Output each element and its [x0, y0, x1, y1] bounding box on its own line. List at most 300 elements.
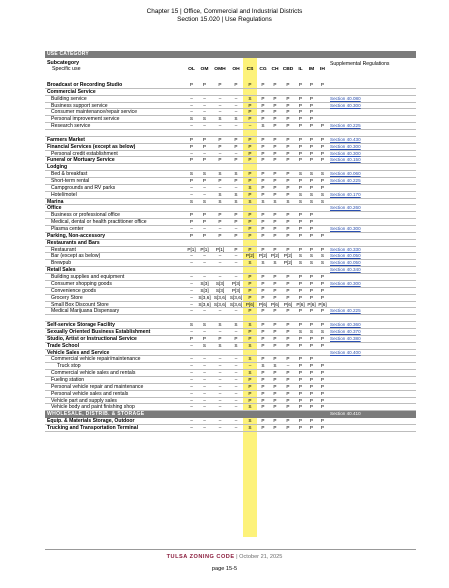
cell-oh: –	[234, 424, 238, 430]
cell-ch: P	[273, 342, 277, 348]
cell-om: –	[203, 123, 206, 129]
cell-om: P	[202, 232, 207, 238]
cell-il: P	[298, 212, 303, 218]
supplemental-regulation-link	[328, 274, 382, 280]
row-label: Commercial vehicle sales and rentals	[51, 370, 136, 377]
cell-cs: S	[248, 322, 252, 328]
table-row	[45, 123, 416, 130]
page-number: page 15-5	[211, 566, 238, 572]
cell-ol	[185, 89, 198, 95]
cell-om	[198, 411, 211, 418]
cell-ih: P	[320, 383, 325, 389]
supplemental-regulation-link[interactable]: Section 40.225	[330, 178, 361, 184]
cell-omh	[211, 240, 229, 246]
cell-om	[198, 240, 211, 246]
cell-ch	[269, 130, 281, 136]
cell-oh: –	[234, 109, 238, 115]
cell-cs: P	[248, 328, 252, 334]
cell-cg: P	[261, 287, 265, 293]
cell-omh: –	[218, 184, 222, 190]
cell-ih: P	[320, 308, 325, 314]
row-label: Grocery Store	[51, 294, 83, 301]
cell-cs: P	[248, 335, 252, 341]
cell-cs: –	[248, 363, 252, 369]
cell-ch: P	[273, 294, 277, 300]
district-column-headers	[185, 58, 328, 82]
supplemental-regulation-link	[328, 418, 382, 424]
cell-omh: –	[218, 260, 222, 266]
cell-ih: P	[320, 294, 325, 300]
table-row	[45, 103, 416, 110]
table-row	[45, 274, 416, 281]
cell-cs: P	[248, 82, 252, 87]
row-label: Commercial vehicle repair/maintenance	[51, 356, 141, 363]
cell-cbd: P	[286, 184, 290, 190]
cell-ch: P	[273, 376, 277, 382]
cell-om: S	[202, 198, 207, 204]
cell-ch: P	[273, 116, 277, 122]
cell-ol: P	[189, 157, 194, 163]
cell-ol: P	[189, 136, 194, 142]
cell-ih: P	[320, 232, 325, 238]
cell-il: P	[298, 397, 303, 403]
cell-ol: –	[190, 397, 193, 403]
cell-omh	[211, 205, 229, 211]
row-label: Restaurant	[51, 246, 76, 253]
cell-oh: P	[234, 335, 238, 341]
cell-omh: S[3]	[215, 280, 225, 286]
cell-oh: –	[234, 95, 238, 101]
cell-il: P	[298, 123, 303, 129]
cell-oh: S[3,6]	[229, 294, 243, 300]
cell-cs	[243, 315, 257, 321]
cell-omh: –	[218, 376, 222, 382]
cell-ch: P	[273, 418, 277, 424]
row-label: Short-term rental	[51, 178, 90, 185]
cell-cg: P	[261, 95, 265, 101]
cell-oh	[229, 164, 243, 170]
cell-il: P	[298, 287, 303, 293]
column-header-oh: OH	[232, 67, 240, 72]
table-row	[45, 322, 416, 329]
cell-ih: P	[320, 246, 325, 252]
cell-oh: –	[234, 376, 238, 382]
cell-il	[295, 350, 306, 356]
cell-im: P	[309, 184, 314, 190]
cell-omh: S	[218, 342, 222, 348]
cell-cbd	[281, 315, 295, 321]
cell-ch: P	[273, 178, 277, 184]
cell-cg: P	[261, 370, 265, 376]
cell-om: –	[203, 424, 206, 430]
cell-om: S	[202, 322, 207, 328]
cell-om: –	[203, 376, 206, 382]
supplemental-regulation-link	[328, 82, 382, 88]
cell-cg	[257, 315, 269, 321]
cell-ol: –	[190, 123, 193, 129]
cell-cs: P[2]	[245, 253, 255, 259]
cell-ih	[317, 103, 328, 109]
use-category-header: USE CATEGORY	[45, 51, 416, 58]
cell-ol: –	[190, 95, 193, 101]
cell-ih: P	[320, 370, 325, 376]
table-row	[45, 178, 416, 185]
cell-omh	[211, 315, 229, 321]
cell-omh: S	[218, 198, 222, 204]
cell-om: –	[203, 95, 206, 101]
cell-om: P[1]	[200, 246, 209, 252]
cell-cbd: P	[286, 171, 290, 177]
cell-ch: P	[273, 219, 277, 225]
cell-omh: P[1]	[215, 246, 225, 252]
row-label: Hotel/motel	[51, 191, 77, 198]
supplemental-regulation-link[interactable]: Section 40.260	[330, 205, 361, 211]
cell-om: P	[202, 178, 207, 184]
cell-omh: S[3,6]	[213, 301, 227, 307]
cell-om	[198, 205, 211, 211]
cell-cg	[257, 89, 269, 95]
supplemental-regulation-link[interactable]: Section 40.300	[330, 226, 361, 232]
cell-omh: P	[218, 178, 222, 184]
table-row	[45, 370, 416, 377]
cell-cg: P	[261, 383, 265, 389]
cell-cs: P	[248, 246, 252, 252]
supplemental-regulation-link[interactable]: Section 40.170	[330, 191, 361, 197]
cell-cbd: P	[286, 383, 290, 389]
supplemental-regulation-link	[328, 370, 382, 376]
cell-om: –	[203, 356, 206, 362]
row-label: Equip. & Materials Storage, Outdoor	[47, 418, 135, 425]
cell-omh: –	[218, 404, 222, 410]
table-row	[45, 199, 416, 206]
supplemental-regulation-link	[328, 302, 382, 308]
cell-ih: P	[320, 376, 325, 382]
table-row	[45, 82, 416, 89]
cell-ch: P	[273, 424, 277, 430]
supplemental-regulation-link[interactable]: Section 40.300	[330, 143, 361, 149]
cell-oh	[229, 411, 243, 418]
cell-cbd	[281, 240, 295, 246]
column-header-il: IL	[298, 67, 303, 72]
supplemental-regulation-link	[328, 89, 382, 95]
supplemental-regulation-link[interactable]: Section 40.410	[330, 411, 361, 417]
cell-om: –	[203, 418, 206, 424]
cell-omh: –	[218, 150, 222, 156]
cell-oh: –	[234, 102, 238, 108]
cell-ch	[269, 164, 281, 170]
cell-cs: S	[248, 418, 252, 424]
cell-om: P	[202, 136, 207, 142]
row-label: Lodging	[47, 164, 68, 171]
cell-ch: S	[273, 363, 277, 369]
cell-om: –	[203, 274, 206, 280]
cell-ih: S	[320, 171, 325, 177]
cell-ch: P	[273, 397, 277, 403]
cell-ih: P	[320, 82, 325, 87]
table-row	[45, 425, 416, 432]
cell-oh: P	[234, 143, 238, 149]
table-row	[45, 384, 416, 391]
cell-im: P	[309, 376, 314, 382]
cell-cbd: P	[286, 287, 290, 293]
cell-cbd: P	[286, 356, 290, 362]
cell-ih	[317, 205, 328, 211]
row-label: Personal improvement service	[51, 116, 120, 123]
supplemental-regulation-link[interactable]: Section 40.300	[330, 280, 361, 286]
column-header-ih: IH	[320, 67, 325, 72]
subcategory-header	[45, 58, 185, 82]
cell-cs	[243, 240, 257, 246]
table-row	[45, 130, 416, 137]
supplemental-regulation-link[interactable]: Section 40.225	[330, 308, 361, 314]
cell-om: S	[202, 342, 207, 348]
cell-omh: –	[218, 356, 222, 362]
supplemental-regulation-link[interactable]: Section 40.060	[330, 171, 361, 177]
cell-omh: S[3,6]	[213, 294, 227, 300]
cell-cs: S	[248, 95, 252, 101]
supplemental-regulation-link[interactable]: Section 40.300	[330, 102, 361, 108]
supplemental-regulation-link	[328, 356, 382, 362]
cell-cbd: P	[286, 246, 290, 252]
supplemental-regulation-link[interactable]: Section 40.370	[330, 328, 361, 334]
row-label: Medical Marijuana Dispensary	[51, 308, 120, 315]
cell-ol: S	[189, 171, 194, 177]
cell-ol: –	[190, 150, 193, 156]
row-label: Commercial Service	[47, 88, 96, 95]
cell-cbd	[281, 350, 295, 356]
cell-om: P	[202, 157, 207, 163]
table-row	[45, 219, 416, 226]
cell-cbd: P	[286, 178, 290, 184]
cell-om: –	[203, 109, 206, 115]
cell-oh: –	[234, 123, 238, 129]
cell-ol: P	[189, 335, 194, 341]
table-row	[45, 377, 416, 384]
cell-ch: P	[273, 171, 277, 177]
cell-im: P	[309, 363, 314, 369]
row-label: Truck stop	[57, 363, 81, 370]
cell-ih: P	[320, 143, 325, 149]
cell-cg: P	[261, 116, 265, 122]
cell-il: P	[298, 418, 303, 424]
cell-ol: –	[190, 301, 193, 307]
row-label: Trucking and Transportation Terminal	[47, 424, 139, 431]
cell-cg: P	[261, 246, 265, 252]
cell-cg: P	[261, 232, 265, 238]
cell-oh: –	[234, 308, 238, 314]
cell-ch	[269, 205, 281, 211]
cell-omh: –	[218, 328, 222, 334]
cell-ol: –	[190, 109, 193, 115]
cell-ch: P[2]	[270, 253, 280, 259]
cell-cs: P	[248, 390, 252, 396]
cell-cbd: P	[286, 418, 290, 424]
cell-im: P	[309, 356, 314, 362]
cell-omh: –	[218, 363, 222, 369]
cell-il: S	[298, 191, 303, 197]
cell-ih	[317, 350, 328, 356]
cell-oh	[229, 89, 243, 95]
cell-il: P	[298, 322, 303, 328]
supplemental-regulation-link	[328, 164, 382, 170]
footer-brand: TULSA ZONING CODE	[166, 554, 235, 560]
cell-im: P	[309, 109, 314, 115]
use-regulations-table	[45, 51, 416, 432]
table-row	[45, 308, 416, 315]
row-label: Sexually Oriented Business Establishment	[47, 328, 151, 335]
cell-il: P[6]	[296, 301, 305, 307]
cell-il: P	[298, 95, 303, 101]
cell-im: P	[309, 280, 314, 286]
row-label: Small Box Discount Store	[51, 301, 109, 308]
supplemental-regulation-link[interactable]: Section 40.340	[330, 267, 361, 273]
cell-cg	[257, 411, 269, 418]
cell-om: –	[203, 404, 206, 410]
cell-im: S	[309, 198, 314, 204]
cell-ol: P	[189, 219, 194, 225]
cell-omh: P	[218, 157, 222, 163]
cell-ih: P	[320, 342, 325, 348]
cell-cbd: P	[286, 308, 290, 314]
cell-omh: P	[218, 143, 222, 149]
cell-cs: P	[248, 102, 252, 108]
cell-ol: –	[190, 274, 193, 280]
cell-il: P	[298, 143, 303, 149]
supplemental-regulation-link[interactable]: Section 40.330	[330, 246, 361, 252]
cell-cg: P	[261, 82, 265, 87]
cell-cg	[257, 267, 269, 273]
cell-im	[306, 315, 317, 321]
specific-use-label: Specific use	[52, 66, 81, 72]
cell-om: –	[203, 150, 206, 156]
table-row	[45, 226, 416, 233]
cell-il: P	[298, 219, 303, 225]
cell-ol: –	[190, 294, 193, 300]
cell-om: –	[203, 397, 206, 403]
supplemental-regulation-link	[328, 199, 382, 205]
supplemental-regulation-link	[328, 391, 382, 397]
cell-omh: P	[218, 212, 222, 218]
supplemental-regulation-link	[328, 384, 382, 390]
cell-omh: –	[218, 109, 222, 115]
cell-cs: P	[248, 212, 252, 218]
column-header-ol: OL	[188, 67, 195, 72]
cell-ih	[317, 315, 328, 321]
cell-cg: S	[261, 198, 265, 204]
table-row	[45, 356, 416, 363]
cell-ol	[185, 267, 198, 273]
cell-cg: P	[261, 212, 265, 218]
cell-ol: –	[190, 424, 193, 430]
supplemental-regulation-link	[328, 109, 382, 115]
table-row	[45, 164, 416, 171]
cell-cbd: P	[286, 143, 290, 149]
table-row	[45, 151, 416, 158]
cell-cs: S	[248, 260, 252, 266]
cell-cs	[243, 350, 257, 356]
cell-cbd: P	[286, 82, 290, 87]
table-row	[45, 391, 416, 398]
cell-oh: P	[234, 212, 238, 218]
cell-ol: –	[190, 356, 193, 362]
supplemental-regulation-link[interactable]: Section 40.360	[330, 322, 361, 328]
cell-cg: P	[261, 322, 265, 328]
cell-oh: P	[234, 157, 238, 163]
cell-ih: P	[320, 178, 325, 184]
cell-ch: P	[273, 390, 277, 396]
cell-omh: –	[218, 253, 222, 259]
cell-ch: P	[273, 274, 277, 280]
table-row	[45, 144, 416, 151]
cell-im: P	[309, 123, 314, 129]
row-label: Parking, Non-accessory	[47, 232, 106, 239]
chapter-title: Chapter 15 | Office, Commercial and Industrial Districts	[146, 8, 303, 15]
cell-il: P	[298, 102, 303, 108]
table-row	[45, 281, 416, 288]
cell-il: S	[298, 171, 303, 177]
cell-ch: P	[273, 157, 277, 163]
cell-cbd: –	[286, 363, 290, 369]
cell-im: P	[309, 322, 314, 328]
cell-im	[306, 240, 317, 246]
supplemental-regulation-link[interactable]: Section 40.380	[330, 335, 361, 341]
supplemental-regulation-link	[328, 116, 382, 122]
cell-cg	[257, 350, 269, 356]
supplemental-regulation-link[interactable]: Section 40.150	[330, 157, 361, 163]
supplemental-regulation-link[interactable]: Section 40.300	[330, 150, 361, 156]
supplemental-regulation-link[interactable]: Section 40.050	[330, 260, 361, 266]
table-body	[45, 82, 416, 432]
cell-cbd: P[2]	[283, 260, 293, 266]
cell-oh: –	[234, 226, 238, 232]
cell-il: P	[298, 109, 303, 115]
cell-im: P	[309, 143, 314, 149]
cell-ih	[317, 411, 328, 418]
cell-cbd: P	[286, 219, 290, 225]
cell-cg: P	[261, 150, 265, 156]
cell-il: P	[298, 383, 303, 389]
table-row	[45, 240, 416, 247]
cell-oh: –	[234, 260, 238, 266]
cell-ch: P	[273, 370, 277, 376]
cell-om: –	[203, 184, 206, 190]
table-row	[45, 350, 416, 357]
cell-ch: P	[273, 226, 277, 232]
cell-cg: P	[261, 102, 265, 108]
cell-ch: P[6]	[270, 301, 280, 307]
row-label: Retail Sales	[47, 267, 76, 274]
supplemental-regulation-link[interactable]: Section 40.050	[330, 253, 361, 259]
supplemental-regulation-link[interactable]: Section 40.430	[330, 136, 361, 142]
cell-oh: –	[234, 356, 238, 362]
cell-cbd: P	[286, 370, 290, 376]
cell-omh: –	[218, 370, 222, 376]
supplemental-regulation-link[interactable]: Section 40.400	[330, 349, 361, 355]
row-label: Building supplies and equipment	[51, 274, 125, 281]
cell-cs: P	[248, 232, 252, 238]
supplemental-regulation-link[interactable]: Section 40.080	[330, 95, 361, 101]
supplemental-regulation-link[interactable]: Section 40.225	[330, 123, 361, 129]
cell-cg: S	[261, 123, 265, 129]
cell-cbd: P	[286, 150, 290, 156]
cell-ih: P[6]	[318, 301, 327, 307]
cell-ch: P	[273, 184, 277, 190]
table-row	[45, 96, 416, 103]
cell-omh: –	[218, 383, 222, 389]
cell-cg: S	[261, 260, 265, 266]
row-label	[45, 130, 185, 136]
cell-omh: –	[218, 95, 222, 101]
